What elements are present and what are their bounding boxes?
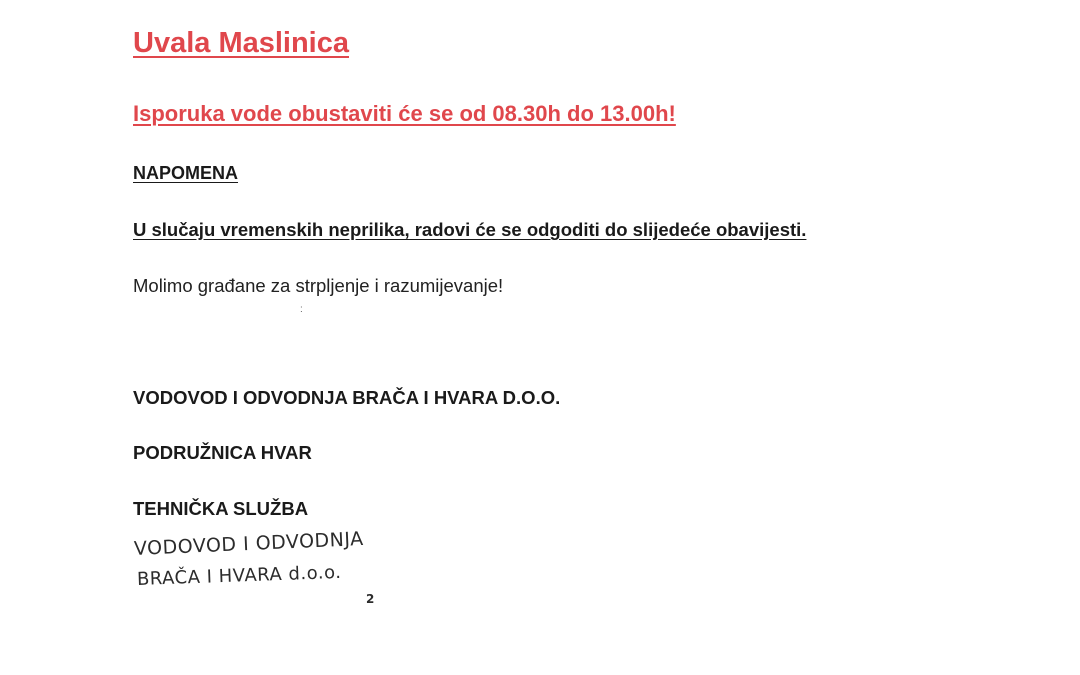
patience-request: Molimo građane za strpljenje i razumijevanje! (133, 275, 504, 296)
stamp-number: 2 (366, 592, 375, 606)
outage-time-notice: Isporuka vode obustaviti će se od 08.30h do 13.00h! (133, 101, 676, 126)
stamp-line-2: BRAČA I HVARA d.o.o. (136, 561, 342, 590)
company-name: VODOVOD I ODVODNJA BRAČA I HVARA D.O.O. (133, 387, 561, 408)
department-name: TEHNIČKA SLUŽBA (133, 498, 309, 519)
company-stamp (133, 527, 394, 612)
note-heading: NAPOMENA (133, 163, 239, 183)
weather-note: U slučaju vremenskih neprilika, radovi će se odgoditi do slijedeće obavijesti. (133, 219, 807, 240)
document-title: Uvala Maslinica (133, 27, 349, 59)
branch-name: PODRUŽNICA HVAR (133, 442, 312, 463)
stamp-line-1: VODOVOD I ODVODNJA (133, 527, 365, 560)
stray-mark: : (300, 304, 303, 315)
